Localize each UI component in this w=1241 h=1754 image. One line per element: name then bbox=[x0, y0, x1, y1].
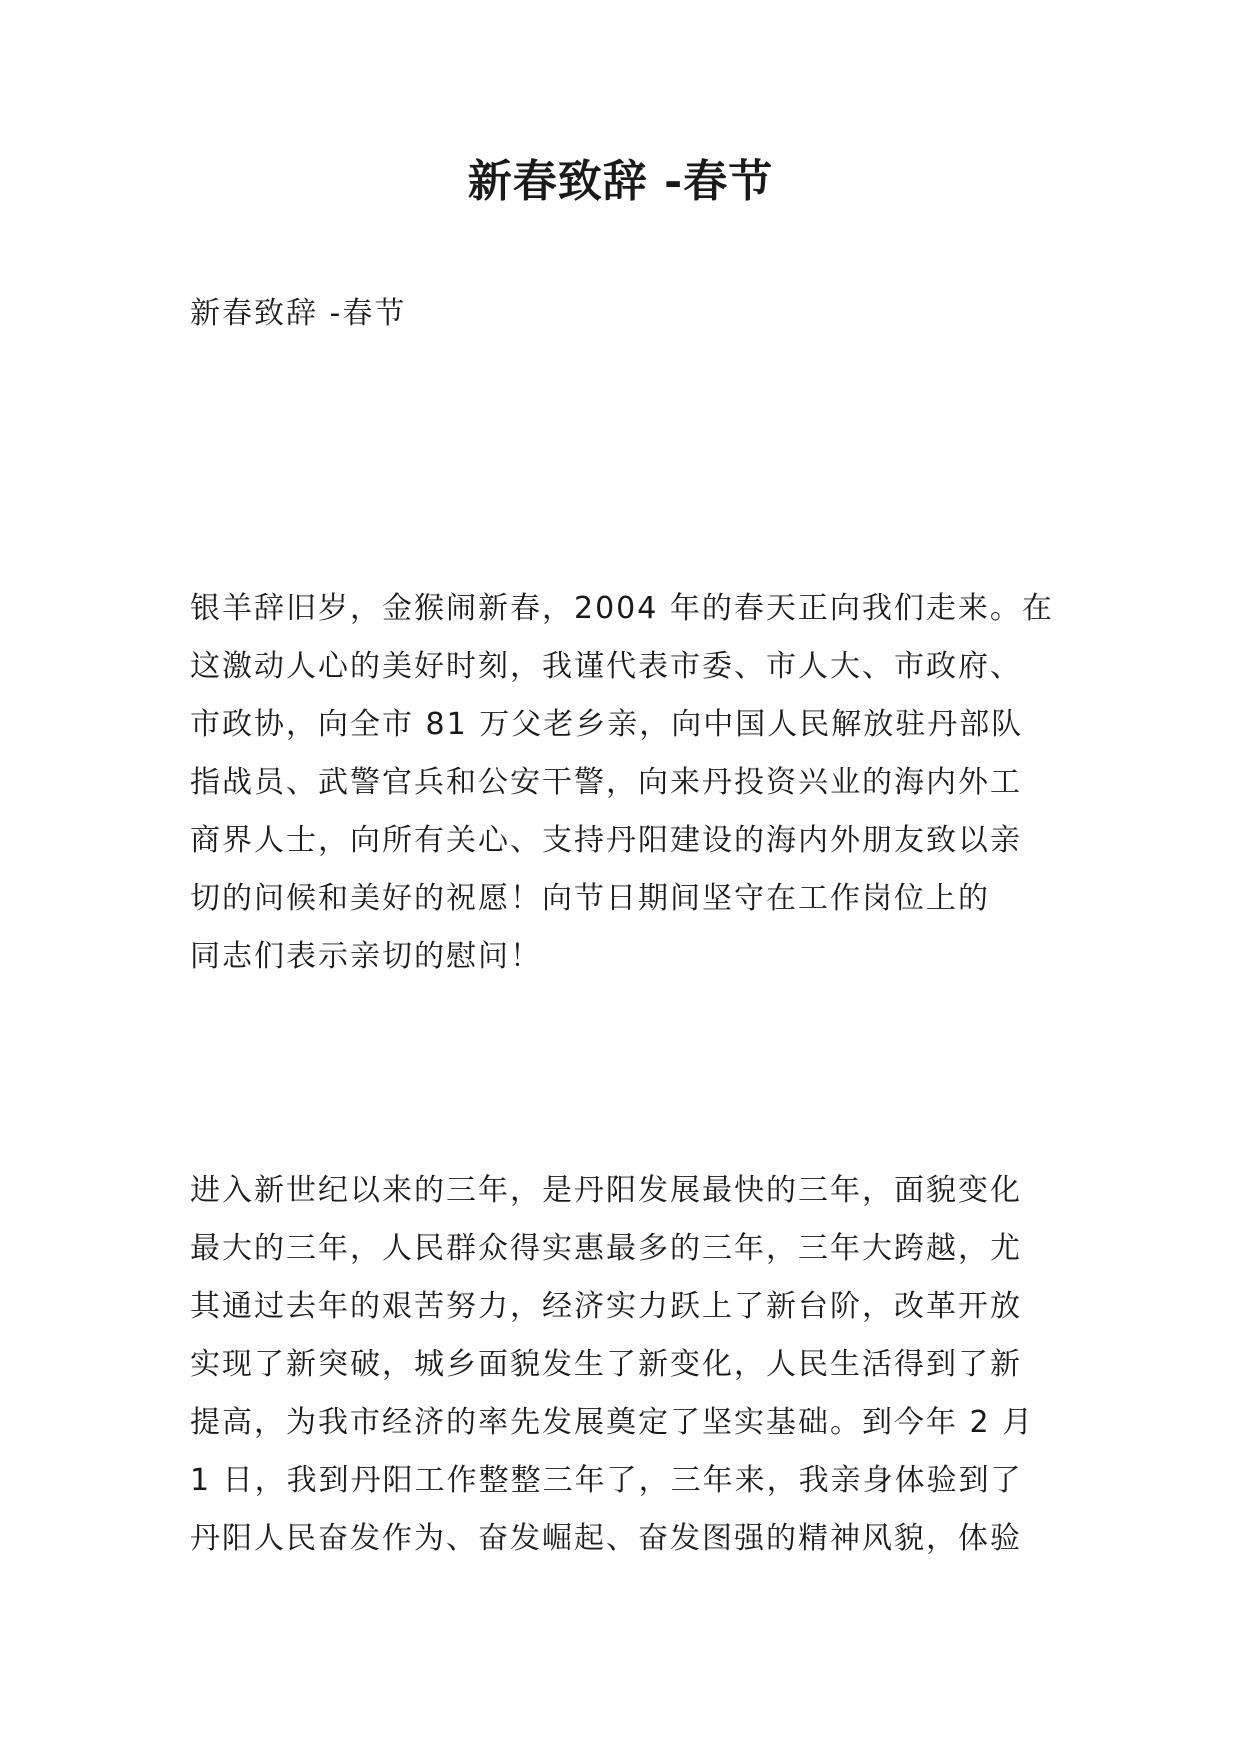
paragraph-line: 银羊辞旧岁，金猴闹新春，2004 年的春天正向我们走来。在 bbox=[190, 591, 1054, 626]
paragraph-line: 同志们表示亲切的慰问！ bbox=[190, 939, 542, 974]
paragraph-line: 最大的三年，人民群众得实惠最多的三年，三年大跨越，尤 bbox=[190, 1231, 1022, 1266]
paragraph-2 bbox=[190, 1162, 1070, 1568]
paragraph-line: 提高，为我市经济的率先发展奠定了坚实基础。到今年 2 月 bbox=[190, 1405, 1035, 1440]
paragraph-line: 指战员、武警官兵和公安干警，向来丹投资兴业的海内外工 bbox=[190, 765, 1022, 800]
paragraph-line: 切的问候和美好的祝愿！向节日期间坚守在工作岗位上的 bbox=[190, 881, 990, 916]
paragraph-line: 进入新世纪以来的三年，是丹阳发展最快的三年，面貌变化 bbox=[190, 1173, 1022, 1208]
paragraph-line: 其通过去年的艰苦努力，经济实力跃上了新台阶，改革开放 bbox=[190, 1289, 1022, 1324]
paragraph-line: 1 日，我到丹阳工作整整三年了，三年来，我亲身体验到了 bbox=[190, 1463, 1023, 1498]
paragraph-line: 商界人士，向所有关心、支持丹阳建设的海内外朋友致以亲 bbox=[190, 823, 1022, 858]
paragraph-line: 这激动人心的美好时刻，我谨代表市委、市人大、市政府、 bbox=[190, 649, 1022, 684]
paragraph-line: 实现了新突破，城乡面貌发生了新变化，人民生活得到了新 bbox=[190, 1347, 1022, 1382]
paragraph-1 bbox=[190, 580, 1070, 986]
paragraph-line: 丹阳人民奋发作为、奋发崛起、奋发图强的精神风貌，体验 bbox=[190, 1521, 1022, 1556]
document-title: 新春致辞 -春节 bbox=[467, 156, 774, 207]
paragraph-line: 市政协，向全市 81 万父老乡亲，向中国人民解放驻丹部队 bbox=[190, 707, 1024, 742]
document-subtitle: 新春致辞 -春节 bbox=[190, 296, 407, 331]
